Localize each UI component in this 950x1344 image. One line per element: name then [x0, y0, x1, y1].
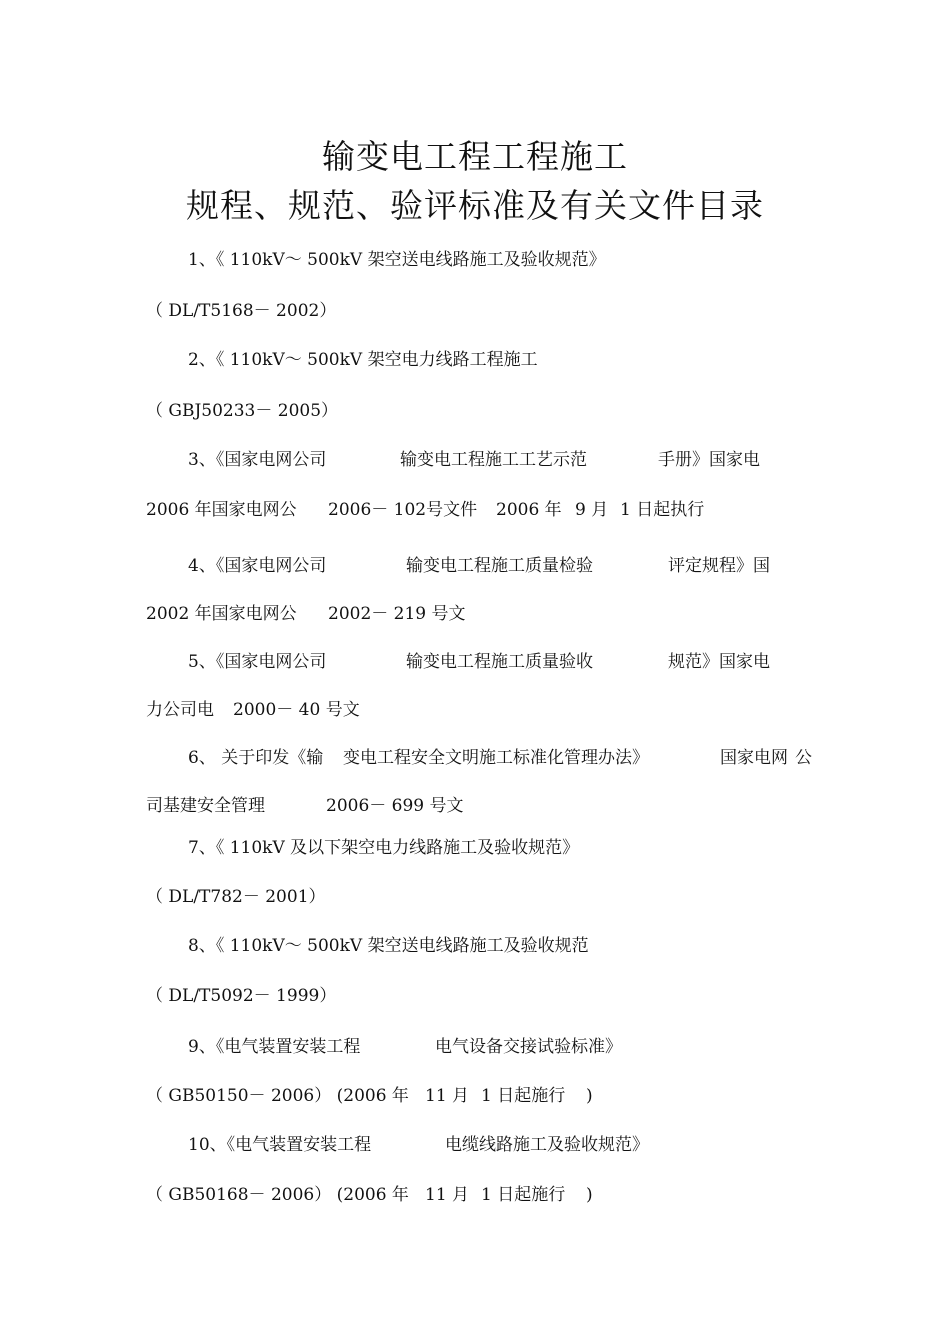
- entry-7-line-1: 7、《 110kV 及以下架空电力线路施工及验收规范》: [188, 838, 580, 858]
- entry-3-line-1-part-3: 手册》国家电: [658, 450, 760, 470]
- entry-6-line-1-part-4: 公: [795, 748, 812, 768]
- entry-3-line-2-part-5: 1 日起执行: [620, 500, 705, 520]
- entry-5-line-1-part-2: 输变电工程施工质量验收: [406, 652, 593, 672]
- entry-1-line-1: 1、《 110kV～ 500kV 架空送电线路施工及验收规范》: [188, 250, 606, 270]
- entry-3-line-1-part-2: 输变电工程施工工艺示范: [400, 450, 587, 470]
- entry-10-line-1-part-2: 电缆线路施工及验收规范》: [445, 1135, 649, 1155]
- entry-6-line-2-part-2: 2006－ 699 号文: [326, 796, 464, 816]
- entry-5-line-1-part-3: 规范》国家电: [668, 652, 770, 672]
- entry-9-line-1-part-2: 电气设备交接试验标准》: [435, 1037, 622, 1057]
- entry-7-line-2: （ DL/T782－ 2001）: [146, 887, 326, 907]
- entry-8-line-1: 8、《 110kV～ 500kV 架空送电线路施工及验收规范: [188, 936, 589, 956]
- entry-5-line-1-part-1: 5、《国家电网公司: [188, 652, 327, 672]
- entry-10-line-2-part-4: ): [586, 1185, 593, 1205]
- entry-10-line-2-part-2: 11 月: [425, 1185, 470, 1205]
- entry-9-line-2-part-1: （ GB50150－ 2006） (2006 年: [146, 1086, 409, 1106]
- title-line-2: 规程、规范、验评标准及有关文件目录: [186, 186, 764, 225]
- entry-1-line-2: （ DL/T5168－ 2002）: [146, 301, 337, 321]
- entry-3-line-2-part-4: 9 月: [575, 500, 609, 520]
- entry-6-line-1-part-3: 国家电网: [720, 748, 788, 768]
- entry-10-line-2-part-1: （ GB50168－ 2006） (2006 年: [146, 1185, 409, 1205]
- entry-9-line-2-part-2: 11 月: [425, 1086, 470, 1106]
- entry-5-line-2-part-2: 2000－ 40 号文: [233, 700, 360, 720]
- title-line-1: 输变电工程工程施工: [322, 137, 628, 176]
- entry-10-line-1-part-1: 10、《电气装置安装工程: [188, 1135, 372, 1155]
- entry-4-line-1-part-3: 评定规程》国: [668, 556, 770, 576]
- entry-6-line-1-part-2: 变电工程安全文明施工标准化管理办法》: [343, 748, 649, 768]
- entry-3-line-2-part-1: 2006 年国家电网公: [146, 500, 297, 520]
- entry-3-line-1-part-1: 3、《国家电网公司: [188, 450, 327, 470]
- entry-2-line-2: （ GBJ50233－ 2005）: [146, 401, 339, 421]
- entry-6-line-2-part-1: 司基建安全管理: [146, 796, 265, 816]
- entry-4-line-1-part-1: 4、《国家电网公司: [188, 556, 327, 576]
- entry-9-line-2-part-4: ): [586, 1086, 593, 1106]
- entry-4-line-1-part-2: 输变电工程施工质量检验: [406, 556, 593, 576]
- entry-6-line-1-part-1: 6、 关于印发《输: [188, 748, 324, 768]
- entry-3-line-2-part-3: 2006 年: [496, 500, 562, 520]
- entry-9-line-1-part-1: 9、《电气装置安装工程: [188, 1037, 361, 1057]
- entry-3-line-2-part-2: 2006－ 102号文件: [328, 500, 478, 520]
- entry-10-line-2-part-3: 1 日起施行: [481, 1185, 566, 1205]
- entry-2-line-1: 2、《 110kV～ 500kV 架空电力线路工程施工: [188, 350, 538, 370]
- entry-5-line-2-part-1: 力公司电: [146, 700, 214, 720]
- entry-8-line-2: （ DL/T5092－ 1999）: [146, 986, 337, 1006]
- entry-9-line-2-part-3: 1 日起施行: [481, 1086, 566, 1106]
- entry-4-line-2-part-2: 2002－ 219 号文: [328, 604, 466, 624]
- entry-4-line-2-part-1: 2002 年国家电网公: [146, 604, 297, 624]
